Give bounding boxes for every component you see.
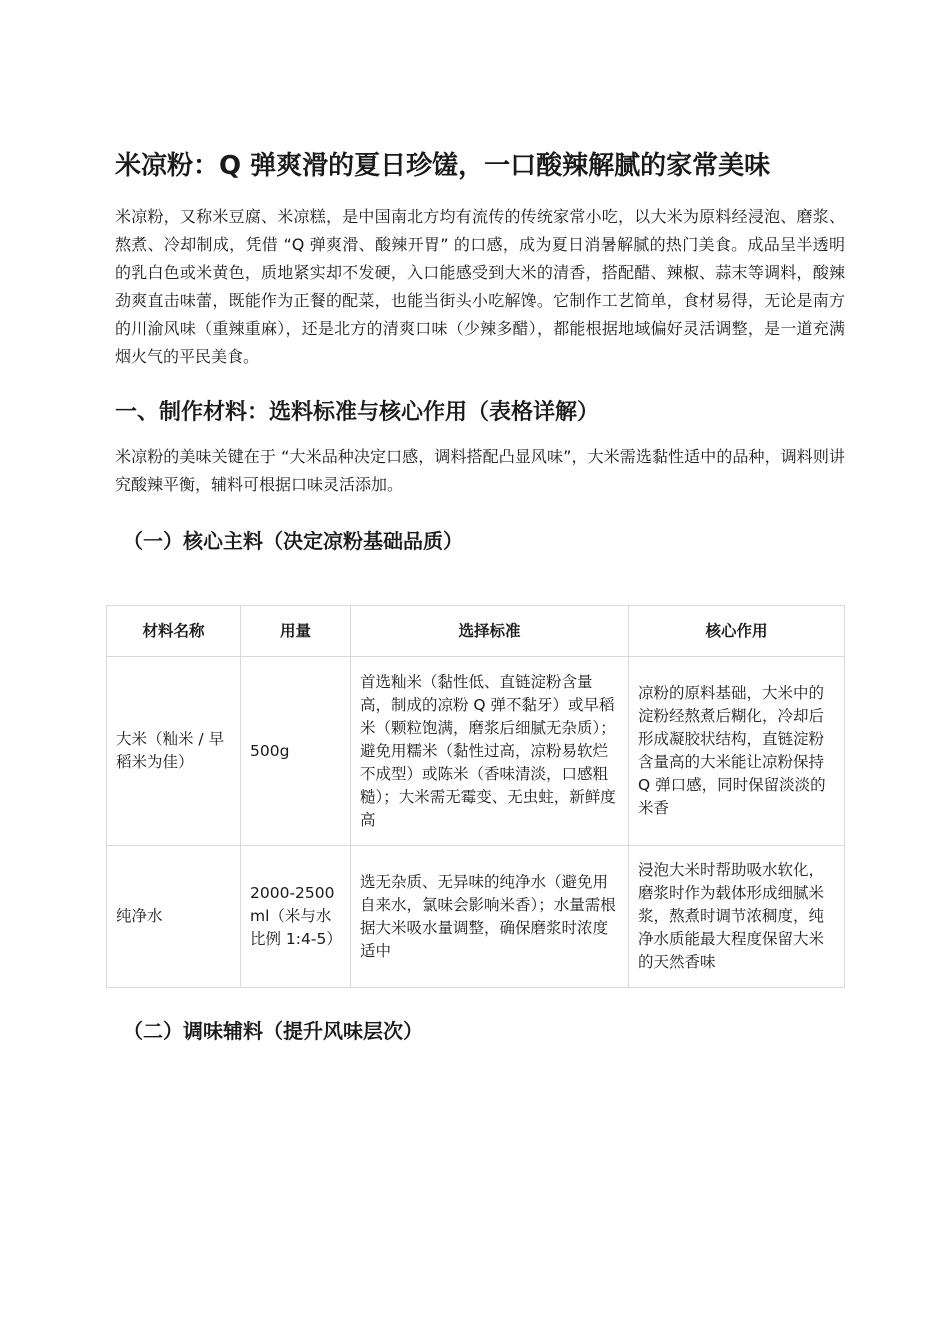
subsection-heading-core-ingredients: （一）核心主料（决定凉粉基础品质）: [123, 529, 463, 553]
intro-paragraph: 米凉粉，又称米豆腐、米凉糕，是中国南北方均有流传的传统家常小吃，以大米为原料经浸泡、磨浆、熬煮、冷却制成，凭借 “Q 弹爽滑、酸辣开胃” 的口感，成为夏日消暑解腻的热门美食。成品呈半透明的乳白色或米黄色，质地紧实却不发硬，入口能感受到大米的清香，搭配醋、辣椒、蒜末等调料，酸辣劲爽直击味蕾，既能作为正餐的配菜，也能当街头小吃解馋。它制作工艺简单，食材易得，无论是南方的川渝风味（重辣重麻），还是北方的清爽口味（少辣多醋），都能根据地域偏好灵活调整，是一道充满烟火气的平民美食。: [115, 207, 845, 366]
table-cell-amount: 500g: [241, 657, 351, 846]
table-cell-role: 浸泡大米时帮助吸水软化，磨浆时作为载体形成细腻米浆，熬煮时调节浓稠度，纯净水质能最大程度保留大米的天然香味: [629, 846, 845, 988]
table-cell-name: 大米（籼米 / 早稻米为佳）: [107, 657, 241, 846]
table-cell-standard: 选无杂质、无异味的纯净水（避免用自来水，氯味会影响米香）；水量需根据大米吸水量调整，确保磨浆时浓度适中: [351, 846, 629, 988]
page-title: 米凉粉：Q 弹爽滑的夏日珍馐，一口酸辣解腻的家常美味: [115, 151, 771, 181]
table-header-cell: 选择标准: [351, 606, 629, 657]
table-cell-standard: 首选籼米（黏性低、直链淀粉含量高，制成的凉粉 Q 弹不黏牙）或早稻米（颗粒饱满，磨浆后细腻无杂质）；避免用糯米（黏性过高，凉粉易软烂不成型）或陈米（香味清淡，口感粗糙）；大米需无霉变、无虫蛀，新鲜度高: [351, 657, 629, 846]
table-row: [107, 846, 845, 988]
section-heading-materials: 一、制作材料：选料标准与核心作用（表格详解）: [115, 400, 600, 425]
table-cell-role: 凉粉的原料基础，大米中的淀粉经熬煮后糊化，冷却后形成凝胶状结构，直链淀粉含量高的大米能让凉粉保持 Q 弹口感，同时保留淡淡的米香: [629, 657, 845, 846]
subsection-heading-seasonings: （二）调味辅料（提升风味层次）: [123, 1019, 423, 1043]
ingredients-table: [106, 605, 845, 988]
table-row: [107, 657, 845, 846]
table-cell-amount: 2000-2500ml（米与水比例 1:4-5）: [241, 846, 351, 988]
table-cell-name: 纯净水: [107, 846, 241, 988]
table-header-cell: 材料名称: [107, 606, 241, 657]
table-header-cell: 核心作用: [629, 606, 845, 657]
table-header-row: [107, 606, 845, 657]
table-header-cell: 用量: [241, 606, 351, 657]
materials-intro-paragraph: 米凉粉的美味关键在于 “大米品种决定口感，调料搭配凸显风味”，大米需选黏性适中的品种，调料则讲究酸辣平衡，辅料可根据口味灵活添加。: [115, 447, 845, 494]
